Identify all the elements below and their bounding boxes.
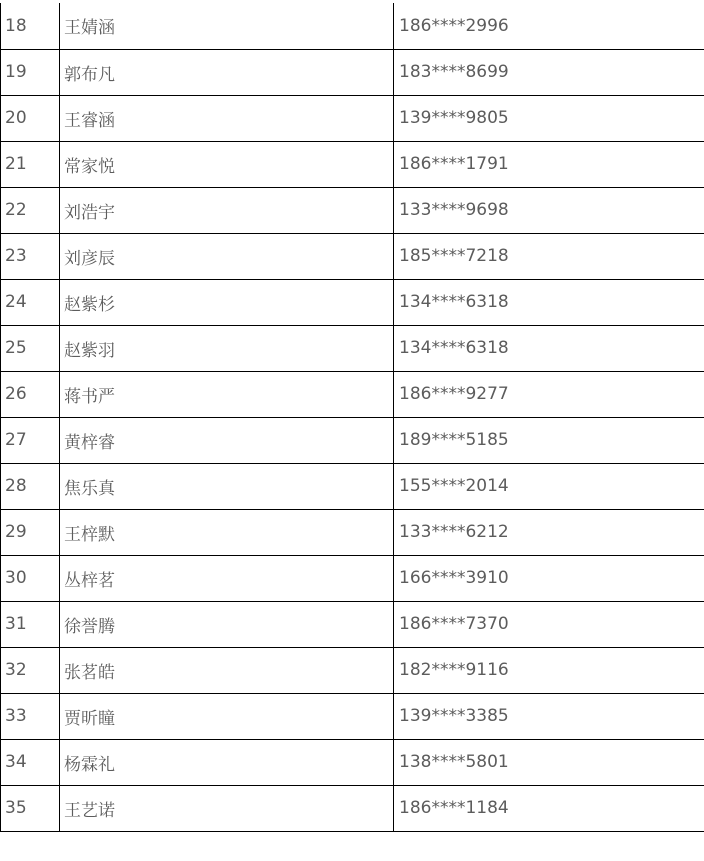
phone-cell: 133****6212	[394, 509, 704, 555]
table-row	[1, 325, 704, 371]
phone-cell: 186****1184	[394, 785, 704, 831]
row-number-cell: 24	[1, 279, 60, 325]
table-row	[1, 693, 704, 739]
row-number-cell: 28	[1, 463, 60, 509]
table-row	[1, 417, 704, 463]
row-number-cell: 35	[1, 785, 60, 831]
row-number-cell: 30	[1, 555, 60, 601]
table-row	[1, 509, 704, 555]
table-row	[1, 785, 704, 831]
name-cell: 刘彦辰	[60, 233, 394, 279]
row-number-cell: 32	[1, 647, 60, 693]
phone-cell: 166****3910	[394, 555, 704, 601]
row-number-cell: 26	[1, 371, 60, 417]
table-row	[1, 279, 704, 325]
table-row	[1, 233, 704, 279]
phone-cell: 186****9277	[394, 371, 704, 417]
row-number-cell: 31	[1, 601, 60, 647]
phone-cell: 186****2996	[394, 3, 704, 49]
name-cell: 杨霖礼	[60, 739, 394, 785]
phone-cell: 183****8699	[394, 49, 704, 95]
table-row	[1, 141, 704, 187]
table-row	[1, 187, 704, 233]
row-number-cell: 33	[1, 693, 60, 739]
roster-table-body	[1, 3, 704, 831]
phone-cell: 134****6318	[394, 279, 704, 325]
row-number-cell: 21	[1, 141, 60, 187]
name-cell: 焦乐真	[60, 463, 394, 509]
table-row	[1, 49, 704, 95]
phone-cell: 133****9698	[394, 187, 704, 233]
table-row	[1, 463, 704, 509]
name-cell: 王婧涵	[60, 3, 394, 49]
phone-cell: 189****5185	[394, 417, 704, 463]
row-number-cell: 34	[1, 739, 60, 785]
name-cell: 赵紫羽	[60, 325, 394, 371]
name-cell: 郭布凡	[60, 49, 394, 95]
table-row	[1, 601, 704, 647]
row-number-cell: 29	[1, 509, 60, 555]
table-row	[1, 647, 704, 693]
table-row	[1, 739, 704, 785]
phone-cell: 139****9805	[394, 95, 704, 141]
name-cell: 常家悦	[60, 141, 394, 187]
name-cell: 蒋书严	[60, 371, 394, 417]
phone-cell: 134****6318	[394, 325, 704, 371]
phone-cell: 138****5801	[394, 739, 704, 785]
name-cell: 赵紫杉	[60, 279, 394, 325]
roster-table	[0, 3, 704, 832]
name-cell: 张茗皓	[60, 647, 394, 693]
table-row	[1, 95, 704, 141]
phone-cell: 185****7218	[394, 233, 704, 279]
name-cell: 王艺诺	[60, 785, 394, 831]
row-number-cell: 27	[1, 417, 60, 463]
name-cell: 刘浩宇	[60, 187, 394, 233]
phone-cell: 155****2014	[394, 463, 704, 509]
table-row	[1, 555, 704, 601]
row-number-cell: 22	[1, 187, 60, 233]
phone-cell: 186****7370	[394, 601, 704, 647]
row-number-cell: 23	[1, 233, 60, 279]
name-cell: 王睿涵	[60, 95, 394, 141]
phone-cell: 186****1791	[394, 141, 704, 187]
row-number-cell: 18	[1, 3, 60, 49]
name-cell: 丛梓茗	[60, 555, 394, 601]
name-cell: 王梓默	[60, 509, 394, 555]
row-number-cell: 25	[1, 325, 60, 371]
table-row	[1, 371, 704, 417]
table-row	[1, 3, 704, 49]
phone-cell: 182****9116	[394, 647, 704, 693]
row-number-cell: 19	[1, 49, 60, 95]
row-number-cell: 20	[1, 95, 60, 141]
name-cell: 黄梓睿	[60, 417, 394, 463]
name-cell: 徐誉腾	[60, 601, 394, 647]
name-cell: 贾昕瞳	[60, 693, 394, 739]
phone-cell: 139****3385	[394, 693, 704, 739]
